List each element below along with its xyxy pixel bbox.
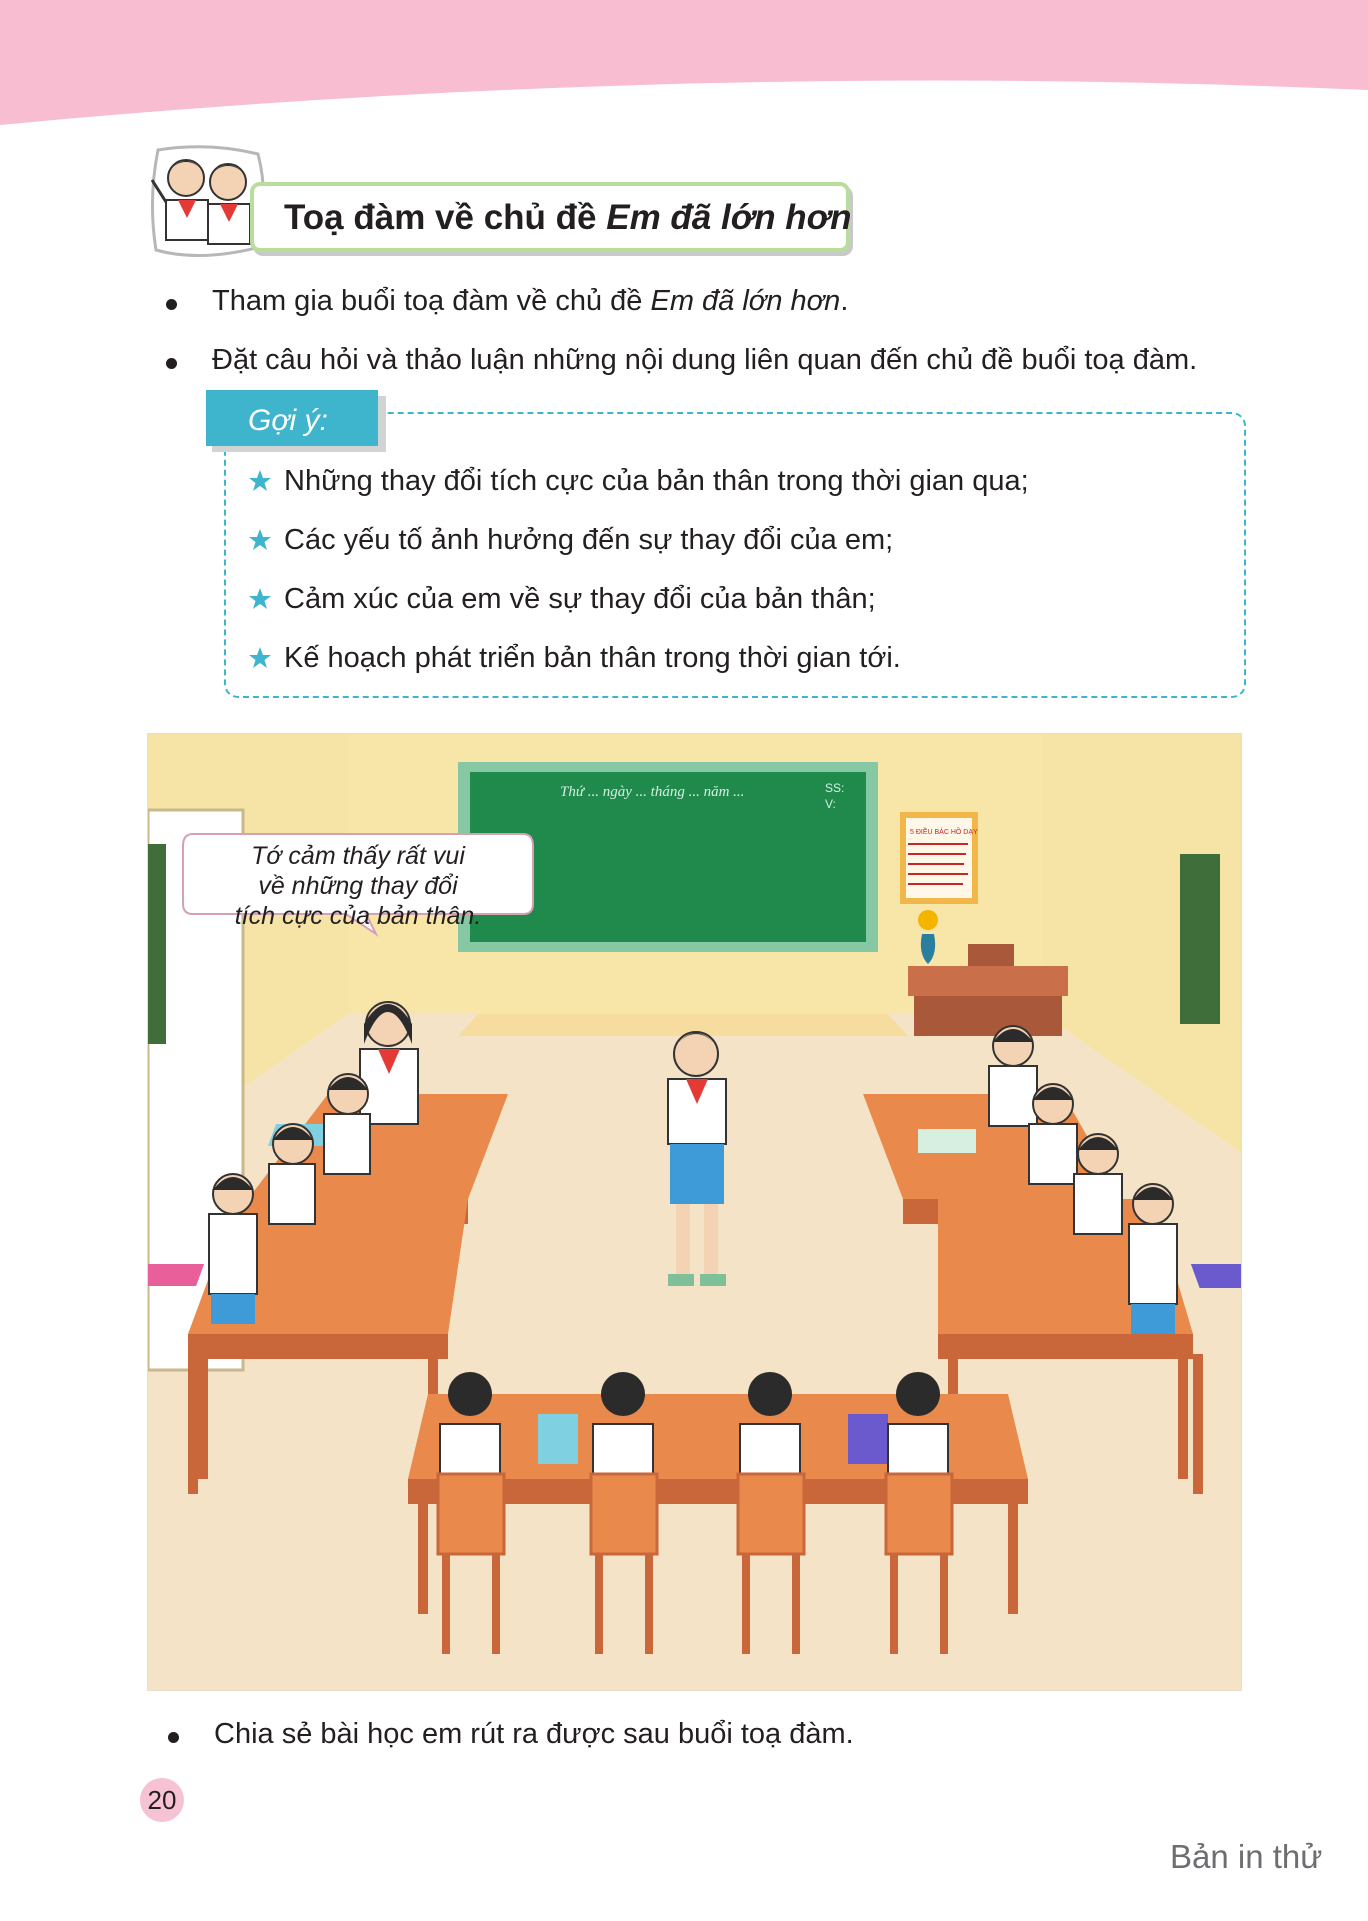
star-icon xyxy=(248,587,272,611)
footer-draft-label: Bản in thử xyxy=(1170,1838,1323,1875)
bullet-text: Chia sẻ bài học em rút ra được sau buổi toạ đàm. xyxy=(214,1718,854,1750)
hint-item-text: Những thay đổi tích cực của bản thân trong thời gian qua; xyxy=(284,465,1029,497)
star-icon xyxy=(248,528,272,552)
section-title-plain: Toạ đàm về chủ đề xyxy=(284,198,607,237)
poster-title: 5 ĐIỀU BÁC HỒ DẠY xyxy=(910,829,978,836)
section-title xyxy=(284,198,852,238)
section-title-italic: Em đã lớn hơn xyxy=(606,198,852,237)
hint-item-text: Cảm xúc của em về sự thay đổi của bản thân; xyxy=(284,583,876,615)
board-ss: SS: xyxy=(825,781,845,795)
bullet-text-italic: Em đã lớn hơn xyxy=(650,285,841,317)
bullet-text: Tham gia buổi toạ đàm về chủ đề xyxy=(212,285,651,317)
board-date-line: Thứ ... ngày ... tháng ... năm ... xyxy=(560,784,745,800)
hint-item-text: Các yếu tố ảnh hưởng đến sự thay đổi của em; xyxy=(284,524,894,556)
hint-label: Gợi ý: xyxy=(248,404,328,437)
hint-item-text: Kế hoạch phát triển bản thân trong thời gian tới. xyxy=(284,642,901,674)
bullet-text: Đặt câu hỏi và thảo luận những nội dung liên quan đến chủ đề buổi toạ đàm. xyxy=(212,344,1198,376)
classroom-scene xyxy=(148,734,1242,1691)
bullet-dot xyxy=(166,358,177,369)
section-title-box xyxy=(250,182,850,252)
page-number: 20 xyxy=(140,1778,184,1822)
bullet-dot xyxy=(168,1732,179,1743)
speech-line-3: tích cực của bản thân. xyxy=(234,902,482,930)
bullet-dot xyxy=(166,299,177,310)
standing-girl xyxy=(360,1002,418,1124)
speech-line-2: về những thay đổi xyxy=(258,872,458,900)
bullet-text-tail: . xyxy=(840,285,849,317)
star-icon xyxy=(248,646,272,670)
board-v: V: xyxy=(825,797,836,811)
classroom-illustration xyxy=(147,733,1242,1691)
section-header xyxy=(138,140,878,270)
top-pink-band xyxy=(0,0,1368,150)
speech-line-1: Tớ cảm thấy rất vui xyxy=(251,842,465,870)
star-icon xyxy=(248,469,272,493)
